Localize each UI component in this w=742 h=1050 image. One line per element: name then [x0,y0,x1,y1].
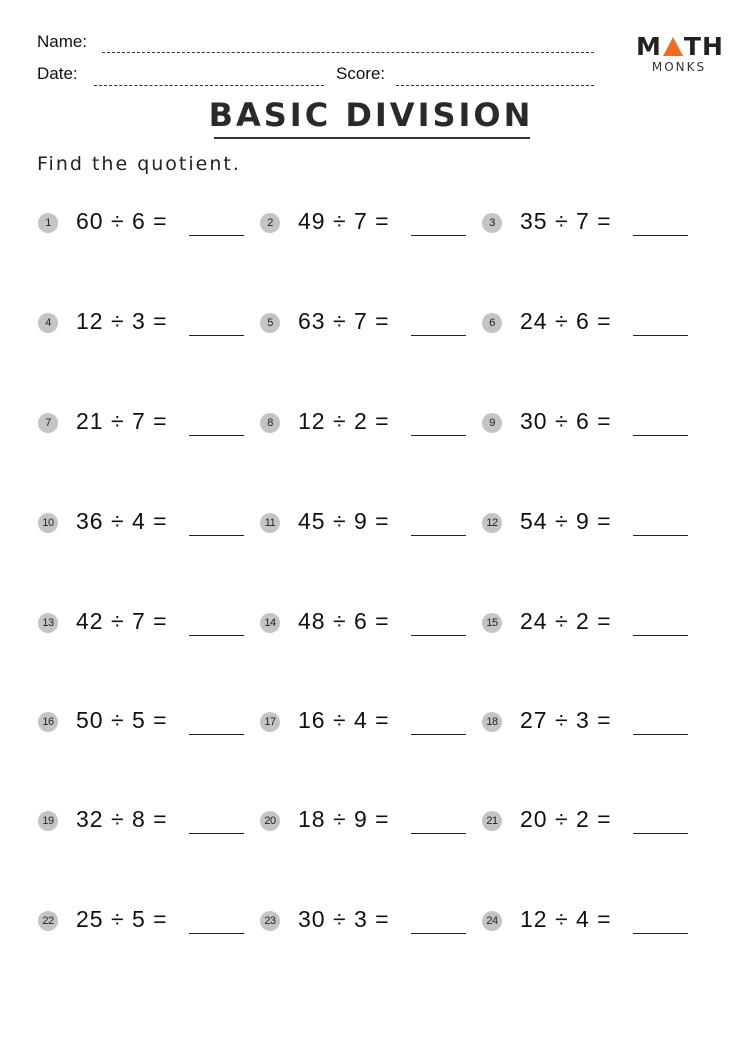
answer-blank[interactable] [189,933,244,934]
triangle-icon [663,37,683,56]
answer-blank[interactable] [633,933,688,934]
problem-number-badge: 14 [260,613,280,633]
answer-blank[interactable] [411,235,466,236]
date-field[interactable] [94,85,324,86]
problem-expression: 18 ÷ 9 = [298,806,390,832]
answer-blank[interactable] [189,535,244,536]
name-field[interactable] [102,52,594,53]
problem-number-badge: 17 [260,712,280,732]
answer-blank[interactable] [633,635,688,636]
problem-expression: 45 ÷ 9 = [298,508,390,534]
problem-number-badge: 10 [38,513,58,533]
problem-expression: 63 ÷ 7 = [298,308,390,334]
problem-number-badge: 13 [38,613,58,633]
problem-expression: 21 ÷ 7 = [76,408,168,434]
problem-expression: 24 ÷ 6 = [520,308,612,334]
problem-expression: 30 ÷ 6 = [520,408,612,434]
problem-expression: 27 ÷ 3 = [520,707,612,733]
problem-number-badge: 15 [482,613,502,633]
problem-number-badge: 24 [482,911,502,931]
problem-number-badge: 11 [260,513,280,533]
answer-blank[interactable] [189,833,244,834]
problem-expression: 24 ÷ 2 = [520,608,612,634]
problem-expression: 49 ÷ 7 = [298,208,390,234]
problem-number-badge: 18 [482,712,502,732]
problem-number-badge: 2 [260,213,280,233]
problem-expression: 54 ÷ 9 = [520,508,612,534]
problem-number-badge: 19 [38,811,58,831]
answer-blank[interactable] [633,435,688,436]
problem-number-badge: 16 [38,712,58,732]
problem-expression: 32 ÷ 8 = [76,806,168,832]
problem-number-badge: 20 [260,811,280,831]
date-label: Date: [37,64,78,83]
logo-subtitle: MONKS [651,60,707,74]
problem-number-badge: 1 [38,213,58,233]
problem-expression: 12 ÷ 4 = [520,906,612,932]
answer-blank[interactable] [189,235,244,236]
answer-blank[interactable] [633,833,688,834]
answer-blank[interactable] [633,734,688,735]
answer-blank[interactable] [189,435,244,436]
answer-blank[interactable] [189,635,244,636]
score-label: Score: [336,64,386,83]
problem-number-badge: 5 [260,313,280,333]
problem-expression: 42 ÷ 7 = [76,608,168,634]
answer-blank[interactable] [189,734,244,735]
problem-number-badge: 21 [482,811,502,831]
answer-blank[interactable] [411,734,466,735]
problem-expression: 36 ÷ 4 = [76,508,168,534]
answer-blank[interactable] [411,833,466,834]
problem-number-badge: 22 [38,911,58,931]
answer-blank[interactable] [411,335,466,336]
answer-blank[interactable] [411,635,466,636]
problem-expression: 50 ÷ 5 = [76,707,168,733]
problem-expression: 30 ÷ 3 = [298,906,390,932]
problem-number-badge: 9 [482,413,502,433]
logo-letters-th: TH [683,32,724,61]
problem-number-badge: 23 [260,911,280,931]
page-title: BASIC DIVISION [208,96,534,134]
problem-number-badge: 4 [38,313,58,333]
problem-expression: 16 ÷ 4 = [298,707,390,733]
problem-number-badge: 12 [482,513,502,533]
problem-number-badge: 3 [482,213,502,233]
problem-expression: 25 ÷ 5 = [76,906,168,932]
score-field[interactable] [396,85,594,86]
problem-number-badge: 8 [260,413,280,433]
logo-letter-m: M [636,32,662,61]
answer-blank[interactable] [633,335,688,336]
instruction-text: Find the quotient. [37,153,241,175]
answer-blank[interactable] [411,435,466,436]
answer-blank[interactable] [411,535,466,536]
problem-expression: 12 ÷ 2 = [298,408,390,434]
title-underline [214,137,530,139]
problem-expression: 48 ÷ 6 = [298,608,390,634]
problem-expression: 12 ÷ 3 = [76,308,168,334]
name-label: Name: [37,32,88,51]
answer-blank[interactable] [633,535,688,536]
problem-number-badge: 7 [38,413,58,433]
problem-expression: 60 ÷ 6 = [76,208,168,234]
answer-blank[interactable] [189,335,244,336]
math-monks-logo [636,34,722,74]
problem-expression: 20 ÷ 2 = [520,806,612,832]
answer-blank[interactable] [411,933,466,934]
problem-number-badge: 6 [482,313,502,333]
problem-expression: 35 ÷ 7 = [520,208,612,234]
answer-blank[interactable] [633,235,688,236]
